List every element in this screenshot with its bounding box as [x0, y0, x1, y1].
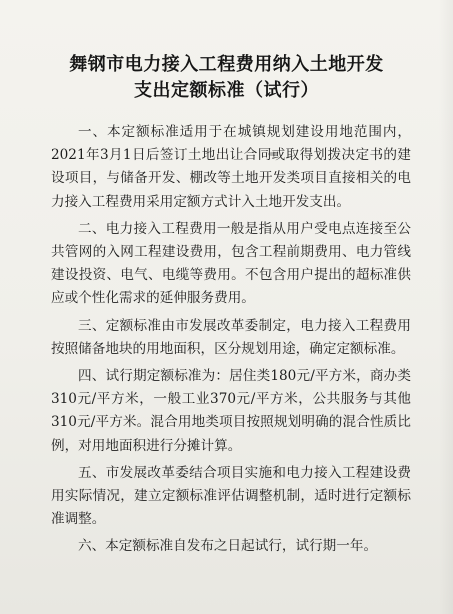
document-body — [51, 121, 411, 563]
paragraph-4: 四、试行期定额标准为：居住类180元/平方米，商办类310元/平方米，一般工业370元/平方米，公共服务与其他310元/平方米。混合用地类项目按照规划明确的混合性质比例，对用地面积进行分摊计算。 — [51, 368, 411, 454]
title-line-2: 支出定额标准（试行） — [134, 80, 319, 101]
page-edge-shadow — [439, 0, 453, 614]
document-title — [0, 52, 453, 104]
paragraph-2: 二、电力接入工程费用一般是指从用户受电点连接至公共管网的入网工程建设费用，包含工程前期费用、电力管线建设投资、电气、电缆等费用。不包含用户提出的超标准供应或个性化需求的延伸服务费用。 — [51, 220, 411, 307]
title-line-1: 舞钢市电力接入工程费用纳入土地开发 — [69, 54, 384, 75]
ink-smudge — [268, 152, 277, 156]
paragraph-3: 三、定额标准由市发展改革委制定，电力接入工程费用按照储备地块的用地面积，区分规划用途，确定定额标准。 — [51, 317, 411, 357]
paragraph-6: 六、本定额标准自发布之日起试行，试行期一年。 — [78, 538, 378, 555]
paragraph-5: 五、市发展改革委结合项目实施和电力接入工程建设费用实际情况，建立定额标准评估调整机制，适时进行定额标准调整。 — [51, 464, 411, 528]
paragraph-1: 一、本定额标准适用于在城镇规划建设用地范围内，2021年3月1日后签订土地出让合同或取得划拨决定书的建设项目，与储备开发、棚改等土地开发类项目直接相关的电力接入工程费用采用定额方式计入土地开发支出。 — [51, 124, 411, 210]
